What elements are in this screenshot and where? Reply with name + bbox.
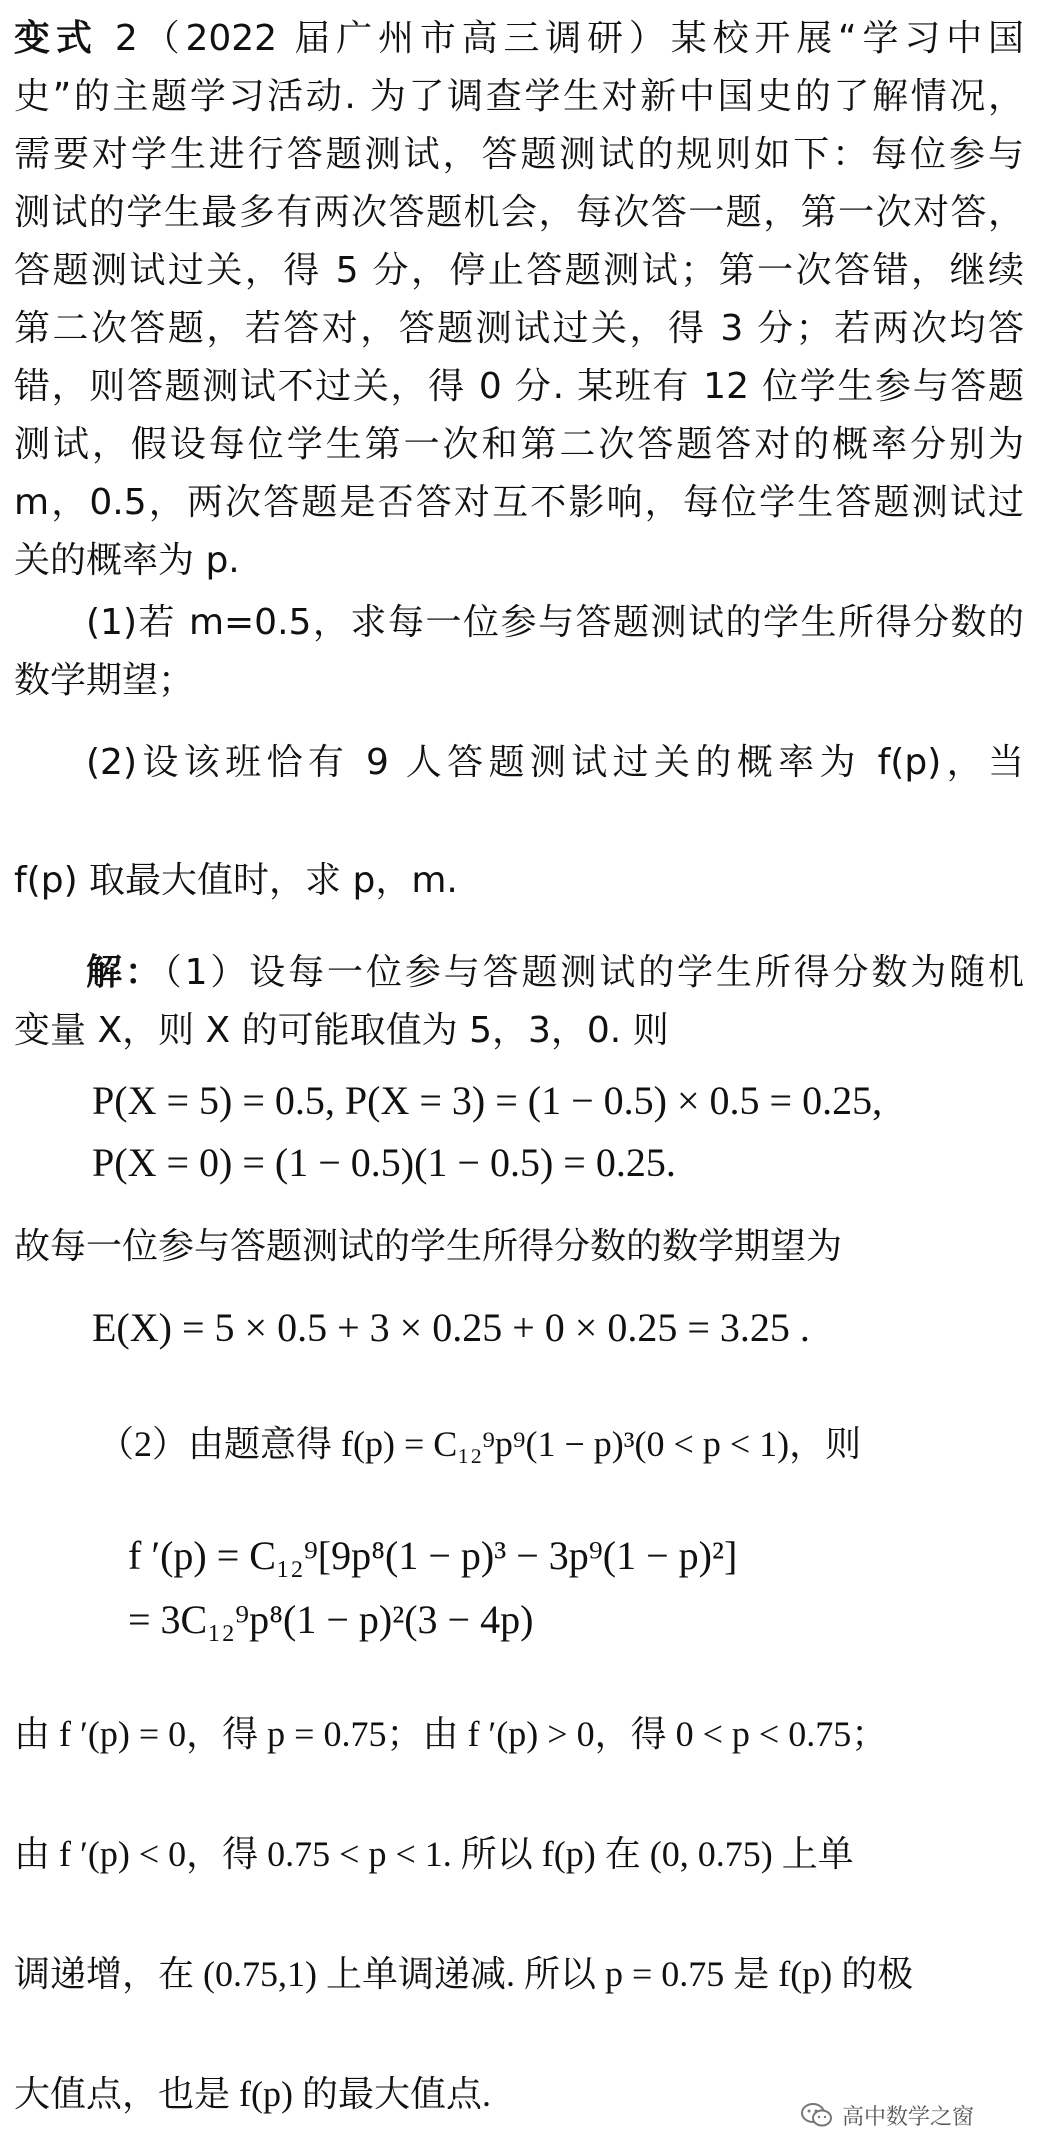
equation-derivative: f ′(p) = C₁₂⁹[9p⁸(1 − p)³ − 3p⁹(1 − p)²] — [128, 1533, 738, 1578]
problem-line: 史”的主题学习活动. 为了调查学生对新中国史的了解情况， — [14, 76, 1024, 117]
equation-px5: P(X = 5) = 0.5, P(X = 3) = (1 − 0.5) × 0.5 = 0.25, — [92, 1078, 883, 1123]
question-2-line: (2)设该班恰有 9 人答题测试过关的概率为 f(p)，当 — [86, 742, 1024, 783]
problem-line: 测试的学生最多有两次答题机会，每次答一题，第一次对答， — [14, 192, 1024, 233]
wechat-icon — [800, 2101, 834, 2129]
solution-line: 大值点，也是 f(p) 的最大值点. — [14, 2074, 491, 2114]
equation-expectation: E(X) = 5 × 0.5 + 3 × 0.25 + 0 × 0.25 = 3.25 . — [92, 1305, 810, 1350]
equation-px0: P(X = 0) = (1 − 0.5)(1 − 0.5) = 0.25. — [92, 1140, 676, 1185]
problem-line: 需要对学生进行答题测试，答题测试的规则如下：每位参与 — [14, 134, 1024, 175]
solution-part2-line: （2）由题意得 f(p) = C₁₂⁹p⁹(1 − p)³(0 < p < 1)，则 — [98, 1424, 862, 1464]
solution-line: 解：（1）设每一位参与答题测试的学生所得分数为随机 — [86, 952, 1024, 993]
question-2-line: f(p) 取最大值时，求 p，m. — [14, 860, 458, 901]
solution-line: 由 f ′(p) < 0，得 0.75 < p < 1. 所以 f(p) 在 (0, 0.75) 上单 — [14, 1834, 854, 1874]
problem-line: 关的概率为 p. — [14, 540, 240, 581]
solution-line: 故每一位参与答题测试的学生所得分数的数学期望为 — [14, 1226, 843, 1267]
problem-line: 第二次答题，若答对，答题测试过关，得 3 分；若两次均答 — [14, 308, 1024, 349]
equation-derivative-factored: = 3C₁₂⁹p⁸(1 − p)²(3 − 4p) — [128, 1597, 534, 1642]
watermark-text: 高中数学之窗 — [842, 2104, 975, 2130]
solution-line: 调递增，在 (0.75,1) 上单调递减. 所以 p = 0.75 是 f(p) 的极 — [14, 1954, 914, 1994]
problem-line: m，0.5，两次答题是否答对互不影响，每位学生答题测试过 — [14, 482, 1024, 523]
problem-line: 变式 2（2022 届广州市高三调研）某校开展“学习中国 — [14, 18, 1024, 59]
problem-line: 测试，假设每位学生第一次和第二次答题答对的概率分别为 — [14, 424, 1024, 465]
watermark — [800, 2095, 1030, 2135]
question-1-line: 数学期望； — [14, 660, 195, 701]
label-bold: 变式 — [14, 18, 98, 59]
question-1-line: (1)若 m=0.5，求每一位参与答题测试的学生所得分数的 — [86, 602, 1024, 643]
solution-line: 变量 X，则 X 的可能取值为 5，3，0. 则 — [14, 1010, 669, 1051]
label-bold: 解： — [86, 952, 164, 993]
problem-line: 错，则答题测试不过关，得 0 分. 某班有 12 位学生参与答题 — [14, 366, 1024, 407]
solution-line: 由 f ′(p) = 0，得 p = 0.75；由 f ′(p) > 0，得 0 < p < 0.75； — [14, 1714, 888, 1754]
problem-line: 答题测试过关，得 5 分，停止答题测试；第一次答错，继续 — [14, 250, 1024, 291]
